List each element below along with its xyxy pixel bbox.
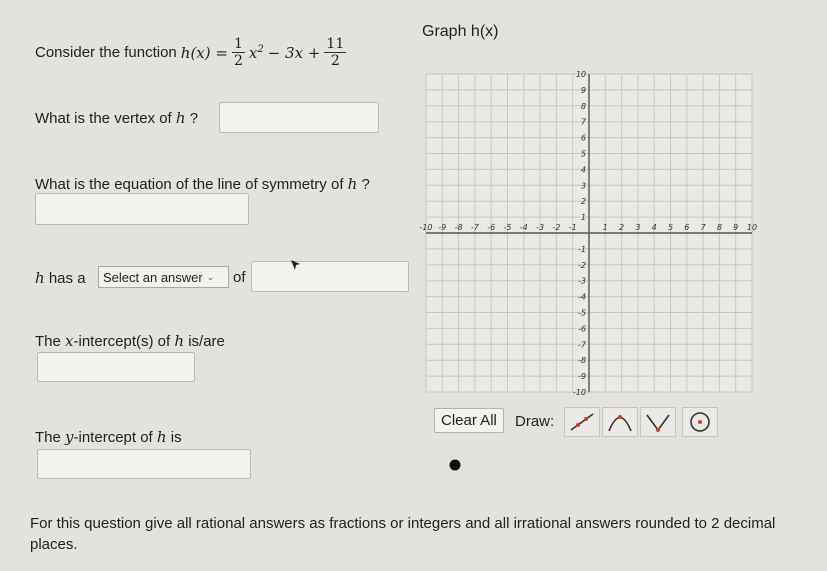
y-tick-label: -1 [578, 244, 586, 254]
x-tick-label: 5 [667, 223, 674, 232]
function-middle-term: − 3x + [267, 43, 321, 62]
y-tick-label: -6 [578, 324, 586, 334]
y-intercept-question: The y-intercept of h is [35, 428, 182, 446]
extremum-select-value: Select an answer [103, 269, 203, 285]
y-tick-label: -2 [578, 260, 586, 270]
y-tick-label: 1 [580, 213, 586, 223]
x-tick-label: -7 [470, 223, 479, 232]
function-name: h(x) = [180, 43, 228, 62]
graph-canvas[interactable] [418, 66, 760, 400]
x-tick-label: 1 [602, 223, 608, 232]
x-tick-label: 10 [746, 223, 758, 232]
vertex-question: What is the vertex of h ? [35, 109, 199, 127]
fraction-eleven-halves: $\frac{11}{2}$ [326, 36, 345, 69]
y-tick-label: 4 [580, 165, 586, 175]
x-tick-label: -3 [536, 223, 545, 232]
function-lead: Consider the function [35, 44, 177, 61]
y-tick-label: 5 [580, 149, 586, 159]
x-squared: $x^2$ [248, 43, 264, 62]
y-tick-label: 10 [575, 70, 586, 79]
mouse-cursor-icon [290, 259, 302, 273]
x-tick-label: 7 [700, 223, 706, 232]
x-tick-label: -1 [568, 223, 577, 232]
y-intercept-input[interactable] [37, 449, 251, 479]
x-tick-label: -10 [419, 223, 433, 232]
x-tick-label: -2 [552, 223, 561, 232]
x-tick-label: 6 [684, 223, 690, 232]
y-tick-label: -7 [578, 340, 586, 350]
y-tick-label: 2 [580, 197, 586, 207]
point-tool-icon[interactable] [440, 455, 470, 475]
x-intercepts-input[interactable] [37, 352, 195, 382]
circle-tool-icon[interactable] [682, 407, 718, 437]
vertex-input[interactable] [219, 102, 379, 133]
extremum-select[interactable] [98, 266, 229, 288]
y-tick-label: -4 [578, 292, 586, 302]
x-tick-label: -9 [438, 223, 447, 232]
footer-note: For this question give all rational answers as fractions or integers and all irrational answers rounded to 2 decimal places. [30, 515, 776, 553]
x-tick-label: -4 [519, 223, 528, 232]
y-tick-label: -3 [578, 276, 586, 286]
y-tick-label: 9 [580, 85, 586, 95]
x-tick-label: 2 [619, 223, 625, 232]
parabola-tool-icon[interactable] [602, 407, 638, 437]
y-tick-label: -9 [578, 372, 586, 382]
graph-title: Graph h(x) [422, 23, 499, 40]
extremum-value-input[interactable] [251, 261, 409, 292]
clear-all-button[interactable]: Clear All [434, 408, 504, 433]
x-tick-label: 4 [651, 223, 657, 232]
function-statement [35, 36, 346, 69]
symmetry-input[interactable] [35, 193, 249, 225]
absolute-value-tool-icon[interactable] [640, 407, 676, 437]
x-tick-label: 8 [716, 223, 722, 232]
y-tick-label: -8 [578, 356, 586, 366]
of-label: of [233, 269, 246, 286]
y-tick-label: 6 [580, 133, 586, 143]
x-tick-label: -5 [503, 223, 512, 232]
x-tick-label: -6 [487, 223, 496, 232]
y-tick-label: -5 [578, 308, 586, 318]
y-tick-label: 7 [580, 117, 586, 127]
fraction-one-half: $\frac{1}{2}$ [233, 36, 243, 69]
x-tick-label: 3 [635, 223, 641, 232]
line-tool-icon[interactable] [564, 407, 600, 437]
x-intercepts-question: The x-intercept(s) of h is/are [35, 332, 225, 350]
y-tick-label: 8 [580, 101, 586, 111]
extremum-label: h has a [35, 269, 86, 287]
chevron-down-icon: ⌄ [206, 271, 215, 282]
draw-label: Draw: [515, 413, 555, 430]
y-tick-label: 3 [580, 181, 586, 191]
symmetry-question: What is the equation of the line of symmetry of h ? [35, 175, 370, 193]
y-tick-label: -10 [572, 388, 586, 397]
x-tick-label: 9 [733, 223, 739, 232]
x-tick-label: -8 [454, 223, 463, 232]
